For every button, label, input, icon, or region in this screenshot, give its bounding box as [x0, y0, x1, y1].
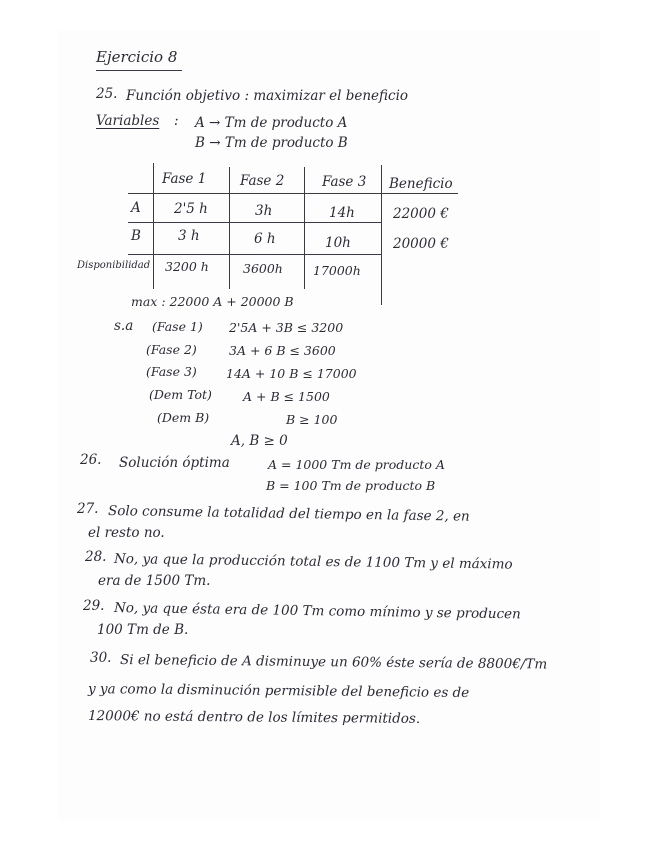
q30-text: Si el beneficio de A disminuye un 60% éste sería de 8800€/Tm [119, 652, 548, 673]
availability-fase-2: 3600h [243, 261, 283, 276]
variable-b-definition: B → Tm de producto B [195, 135, 348, 151]
constraint-expression: A + B ≤ 1500 [243, 389, 330, 404]
q28-text: era de 1500 Tm. [98, 573, 211, 589]
cell-b-fase-1: 3 h [178, 228, 200, 244]
cell-b-beneficio: 20000 € [393, 236, 449, 252]
variable-a-definition: A → Tm de producto A [195, 115, 348, 131]
q25-objective: Función objetivo : maximizar el beneficio [126, 88, 409, 104]
header-fase-2: Fase 2 [240, 173, 285, 189]
header-fase-1: Fase 1 [162, 171, 207, 187]
constraint-name: (Fase 3) [146, 364, 197, 379]
constraint-expression: 3A + 6 B ≤ 3600 [229, 343, 336, 358]
q28-number: 28. [85, 549, 107, 565]
availability-fase-1: 3200 h [165, 259, 209, 274]
variables-label: Variables [96, 113, 160, 129]
table-line [128, 193, 458, 194]
q26-number: 26. [80, 452, 102, 468]
q27-text: Solo consume la totalidad del tiempo en la fase 2, en [107, 503, 470, 525]
q26-solution-a: A = 1000 Tm de producto A [268, 457, 445, 472]
table-line [229, 167, 230, 289]
q30-text: 12000€ no está dentro de los límites permitidos. [87, 708, 421, 727]
row-label-b: B [131, 228, 141, 244]
constraint-expression: B ≥ 100 [286, 412, 338, 427]
constraint-name: (Dem B) [157, 410, 210, 425]
table-line [381, 165, 382, 305]
constraint-name: (Fase 2) [146, 342, 197, 357]
q30-number: 30. [90, 650, 112, 666]
cell-a-fase-2: 3h [255, 203, 273, 219]
q29-number: 29. [83, 598, 105, 614]
constraint-expression: 2'5A + 3B ≤ 3200 [229, 320, 344, 335]
constraint-expression: 14A + 10 B ≤ 17000 [226, 366, 357, 381]
q29-text: 100 Tm de B. [97, 622, 189, 638]
row-label-disponibilidad: Disponibilidad [77, 260, 151, 271]
availability-fase-3: 17000h [313, 263, 361, 278]
cell-a-fase-1: 2'5 h [174, 201, 208, 217]
title-underline [96, 70, 182, 71]
non-negativity: A, B ≥ 0 [231, 433, 288, 449]
q27-number: 27. [77, 501, 99, 517]
header-fase-3: Fase 3 [322, 174, 367, 190]
q26-solution-b: B = 100 Tm de producto B [266, 478, 436, 493]
q30-text: y ya como la disminución permisible del beneficio es de [87, 681, 470, 701]
header-beneficio: Beneficio [389, 176, 453, 192]
objective-function: max : 22000 A + 20000 B [131, 294, 294, 309]
variables-colon: : [174, 113, 179, 129]
q28-text: No, ya que la producción total es de 1100 Tm y el máximo [113, 551, 513, 573]
table-line [128, 222, 381, 223]
row-label-a: A [131, 200, 141, 216]
table-line [304, 167, 305, 289]
subject-to-label: s.a [114, 318, 134, 334]
cell-b-fase-3: 10h [325, 235, 351, 251]
cell-a-beneficio: 22000 € [393, 206, 449, 222]
table-line [153, 163, 154, 289]
q27-text: el resto no. [88, 525, 165, 541]
page-title: Ejercicio 8 [96, 48, 178, 66]
q26-label: Solución óptima [119, 455, 230, 471]
q25-number: 25. [96, 86, 118, 102]
table-line [128, 254, 381, 255]
q29-text: No, ya que ésta era de 100 Tm como mínimo y se producen [113, 600, 521, 623]
constraint-name: (Dem Tot) [149, 387, 212, 402]
cell-b-fase-2: 6 h [254, 231, 276, 247]
cell-a-fase-3: 14h [329, 205, 355, 221]
constraint-name: (Fase 1) [152, 319, 203, 334]
